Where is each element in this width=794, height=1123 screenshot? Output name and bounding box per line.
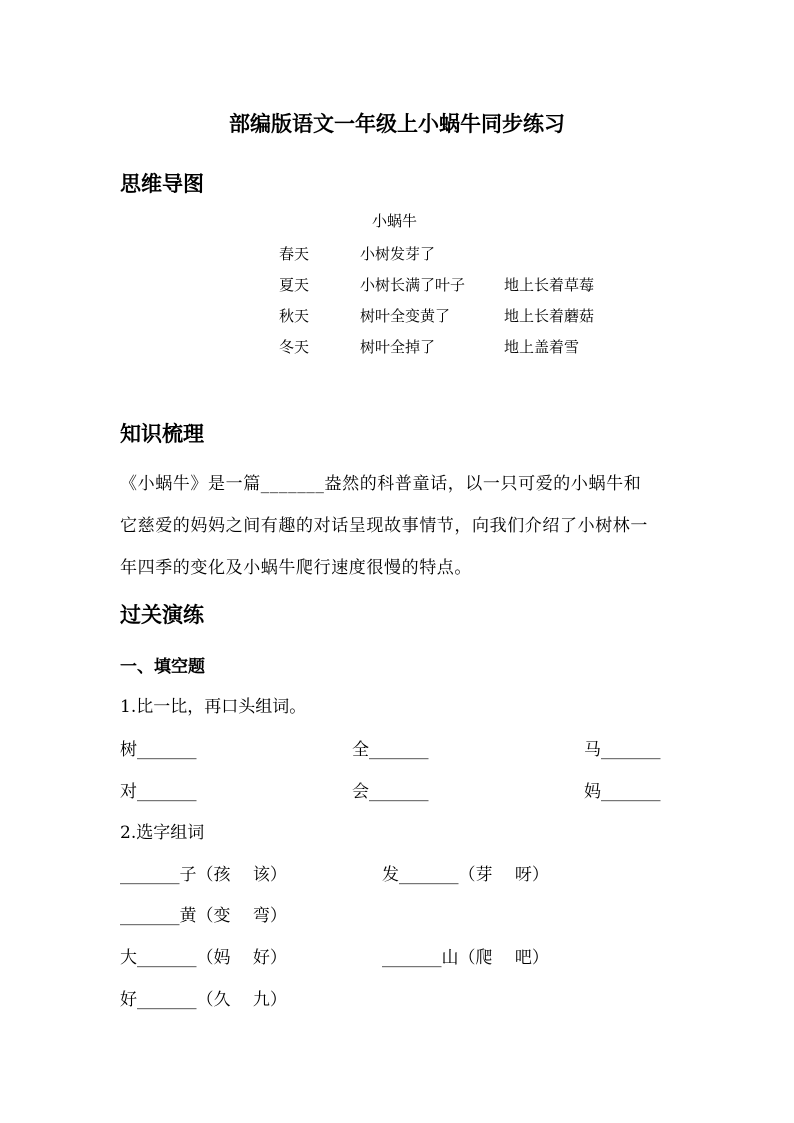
word-blank: 对_______ xyxy=(120,782,197,802)
knowledge-line: 《小蜗牛》是一篇_______盎然的科普童话，以一只可爱的小蜗牛和 xyxy=(120,474,642,494)
choose-char-item: 好_______（久 九） xyxy=(120,990,287,1010)
word-blank: 妈_______ xyxy=(584,782,661,802)
choose-char-item: 发_______（芽 呀） xyxy=(382,865,549,885)
knowledge-line: 年四季的变化及小蜗牛爬行速度很慢的特点。 xyxy=(120,558,472,578)
mindmap-season: 夏天 xyxy=(279,276,310,294)
choose-char-item: _______山（爬 吧） xyxy=(382,948,549,968)
mindmap-ground-state: 地上盖着雪 xyxy=(504,338,580,356)
question-1-prompt: 1.比一比，再口头组词。 xyxy=(120,697,307,717)
mindmap-tree-state: 树叶全掉了 xyxy=(360,338,436,356)
mindmap-heading: 思维导图 xyxy=(120,172,204,196)
mindmap-season: 春天 xyxy=(279,245,310,263)
mindmap-tree-state: 树叶全变黄了 xyxy=(360,307,451,325)
word-blank: 全_______ xyxy=(352,740,429,760)
choose-char-item: _______子（孩 该） xyxy=(120,865,287,885)
word-blank: 会_______ xyxy=(352,782,429,802)
word-blank: 马_______ xyxy=(584,740,661,760)
mindmap-season: 秋天 xyxy=(279,307,310,325)
choose-char-item: 大_______（妈 好） xyxy=(120,948,287,968)
knowledge-line: 它慈爱的妈妈之间有趣的对话呈现故事情节，向我们介绍了小树林一 xyxy=(120,516,648,536)
mindmap-season: 冬天 xyxy=(279,338,310,356)
fill-blank-section-heading: 一、填空题 xyxy=(120,657,205,677)
practice-heading: 过关演练 xyxy=(120,603,204,627)
mindmap-tree-state: 小树发芽了 xyxy=(360,245,436,263)
mindmap-root: 小蜗牛 xyxy=(372,212,418,230)
word-blank: 树_______ xyxy=(120,740,197,760)
mindmap-ground-state: 地上长着草莓 xyxy=(504,276,595,294)
mindmap-tree-state: 小树长满了叶子 xyxy=(360,276,466,294)
question-2-prompt: 2.选字组词 xyxy=(120,823,205,843)
document-title: 部编版语文一年级上小蜗牛同步练习 xyxy=(229,112,565,136)
choose-char-item: _______黄（变 弯） xyxy=(120,906,287,926)
mindmap-ground-state: 地上长着蘑菇 xyxy=(504,307,595,325)
knowledge-heading: 知识梳理 xyxy=(120,422,204,446)
